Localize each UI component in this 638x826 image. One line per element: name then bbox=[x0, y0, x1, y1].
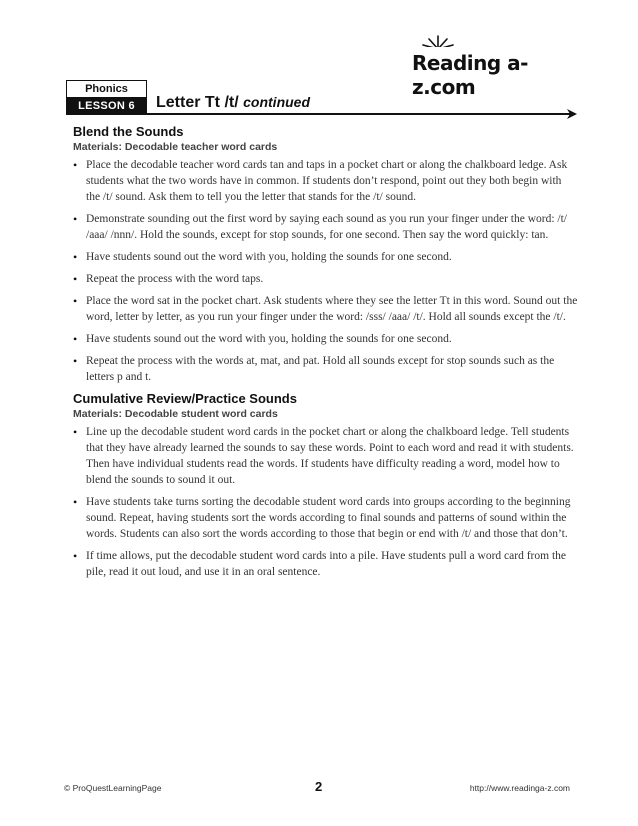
list-item: • Repeat the process with the words at, mat, and pat. Hold all sounds except for stop sounds such as the letters p and t. bbox=[73, 353, 578, 385]
materials-line: Materials: Decodable teacher word cards bbox=[73, 141, 278, 153]
page-footer bbox=[64, 779, 570, 795]
title-continued: continued bbox=[243, 94, 311, 110]
section-heading: Cumulative Review/Practice Sounds bbox=[73, 391, 297, 406]
list-item: • Line up the decodable student word cards in the pocket chart or along the chalkboard ledge. Tell students that they have already learned the sounds to say these words. Point to each word and read it with students. Then have individual students read the words. If students have difficulty reading a word, model how to blend the sounds to sound it out. bbox=[73, 424, 578, 488]
list-item: • Repeat the process with the word taps. bbox=[73, 271, 578, 287]
list-item: • Demonstrate sounding out the first word by saying each sound as you run your finger under the word: /t/ /aaa/ /nnn/. Hold the sounds, except for stop sounds, for one second. Then say the word quickly: tan. bbox=[73, 211, 578, 243]
list-item: • Have students sound out the word with you, holding the sounds for one second. bbox=[73, 331, 578, 347]
lesson-label: LESSON 6 bbox=[66, 98, 147, 115]
bullet-list bbox=[73, 157, 578, 385]
title-text: Letter Tt /t/ bbox=[156, 94, 239, 111]
page-title bbox=[156, 94, 310, 112]
title-rule bbox=[147, 113, 572, 115]
list-item: • Have students take turns sorting the decodable student word cards into groups according to the beginning sound. Repeat, having students sort the words according to final sounds and patterns of sound within the words. Students can also sort the words according to those that begin or end with /t/ and those that don’t. bbox=[73, 494, 578, 542]
section-cumulative-review bbox=[73, 391, 578, 580]
list-item: • Place the word sat in the pocket chart. Ask students where they see the letter Tt in this word. Sound out the word, letter by letter, as you run your finger under the word: /sss/ /aaa/ /t/. Hold all sounds except the /t/. bbox=[73, 293, 578, 325]
lesson-content bbox=[73, 124, 578, 586]
list-item: • Place the decodable teacher word cards tan and taps in a pocket chart or along the chalkboard ledge. Ask students what the two words have in common. If students don’t respond, point out they both begin with the /t/ sound. Ask them to tell you the letter that stands for the /t/ sound. bbox=[73, 157, 578, 205]
page-number: 2 bbox=[315, 779, 323, 794]
footer-url-link[interactable]: http://www.readinga-z.com bbox=[469, 783, 570, 793]
subject-label: Phonics bbox=[66, 80, 147, 98]
arrow-right-icon bbox=[566, 108, 578, 120]
bullet-list bbox=[73, 424, 578, 580]
sun-rays-icon bbox=[418, 33, 458, 51]
logo-text: Reading a-z.com bbox=[412, 51, 528, 99]
lesson-badge bbox=[66, 80, 147, 114]
materials-line: Materials: Decodable student word cards bbox=[73, 408, 278, 420]
section-blend-sounds bbox=[73, 124, 578, 385]
reading-az-logo bbox=[412, 47, 582, 99]
copyright-text: © ProQuestLearningPage bbox=[64, 783, 162, 793]
list-item: • Have students sound out the word with you, holding the sounds for one second. bbox=[73, 249, 578, 265]
list-item: • If time allows, put the decodable student word cards into a pile. Have students pull a word card from the pile, read it out loud, and use it in an oral sentence. bbox=[73, 548, 578, 580]
section-heading: Blend the Sounds bbox=[73, 124, 184, 139]
